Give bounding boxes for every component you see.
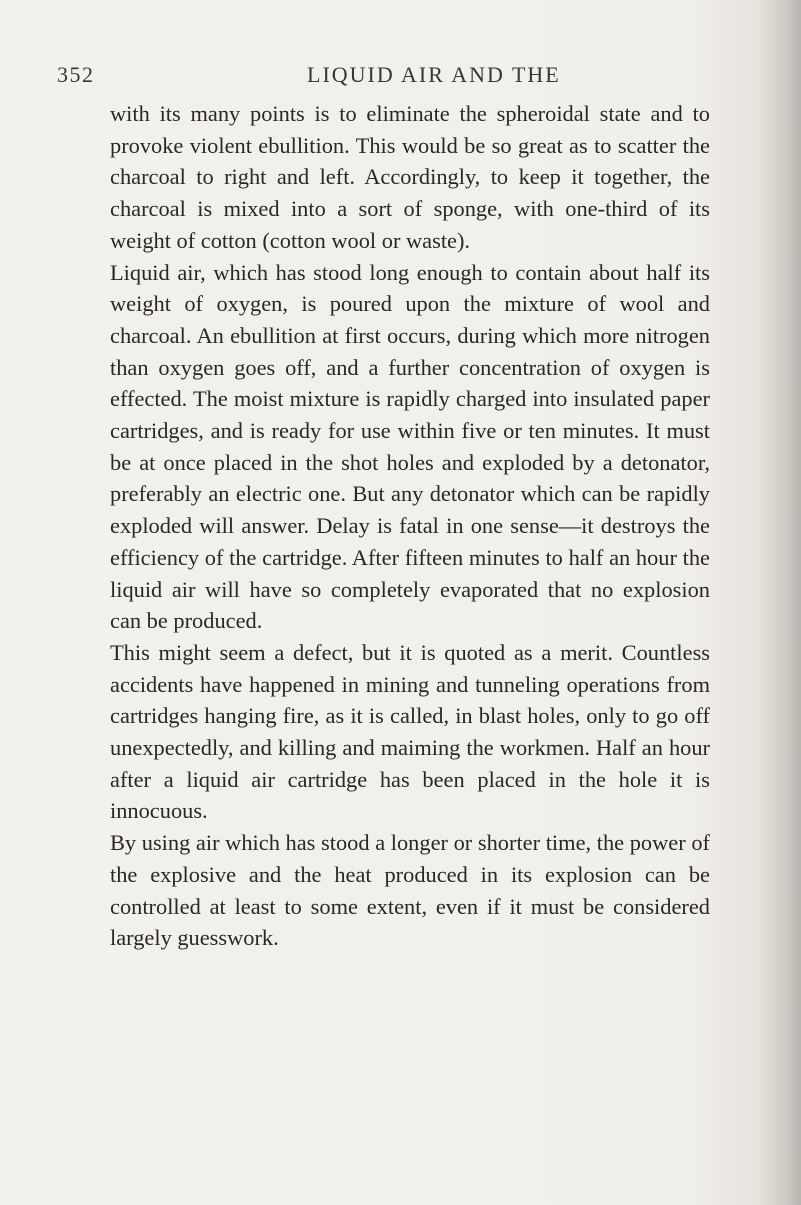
running-head xyxy=(57,62,717,94)
paragraph: This might seem a defect, but it is quoted as a merit. Countless accidents have happened in mining and tunneling operations from cartridges hanging fire, as it is called, in blast holes, only to go off unexpectedly, and killing and maiming the workmen. Half an hour after a liquid air cartridge has been placed in the hole it is innocuous. xyxy=(110,639,710,824)
page-number: 352 xyxy=(57,62,95,87)
body-text xyxy=(110,98,710,954)
paragraph: with its many points is to eliminate the spheroidal state and to provoke violent ebullition. This would be so great as to scatter the charcoal to right and left. Accordingly, to keep it together, the charcoal is mixed into a sort of sponge, with one-third of its weight of cotton (cotton wool or waste). xyxy=(110,101,710,253)
page-edge-shadow xyxy=(759,0,801,1205)
paragraph: Liquid air, which has stood long enough to contain about half its weight of oxygen, is poured upon the mixture of wool and charcoal. An ebullition at first occurs, during which more nitrogen than oxygen goes off, and a further concentration of oxygen is effected. The moist mixture is rapidly charged into insulated paper cartridges, and is ready for use within five or ten minutes. It must be at once placed in the shot holes and exploded by a detonator, preferably an electric one. But any detonator which can be rapidly exploded will answer. Delay is fatal in one sense—it destroys the efficiency of the cartridge. After fifteen minutes to half an hour the liquid air will have so completely evaporated that no explosion can be produced. xyxy=(110,259,710,634)
running-title: LIQUID AIR AND THE xyxy=(307,62,561,87)
paragraph: By using air which has stood a longer or shorter time, the power of the explosive and the heat produced in its explosion can be controlled at least to some extent, even if it must be considered largely guesswork. xyxy=(110,830,710,951)
